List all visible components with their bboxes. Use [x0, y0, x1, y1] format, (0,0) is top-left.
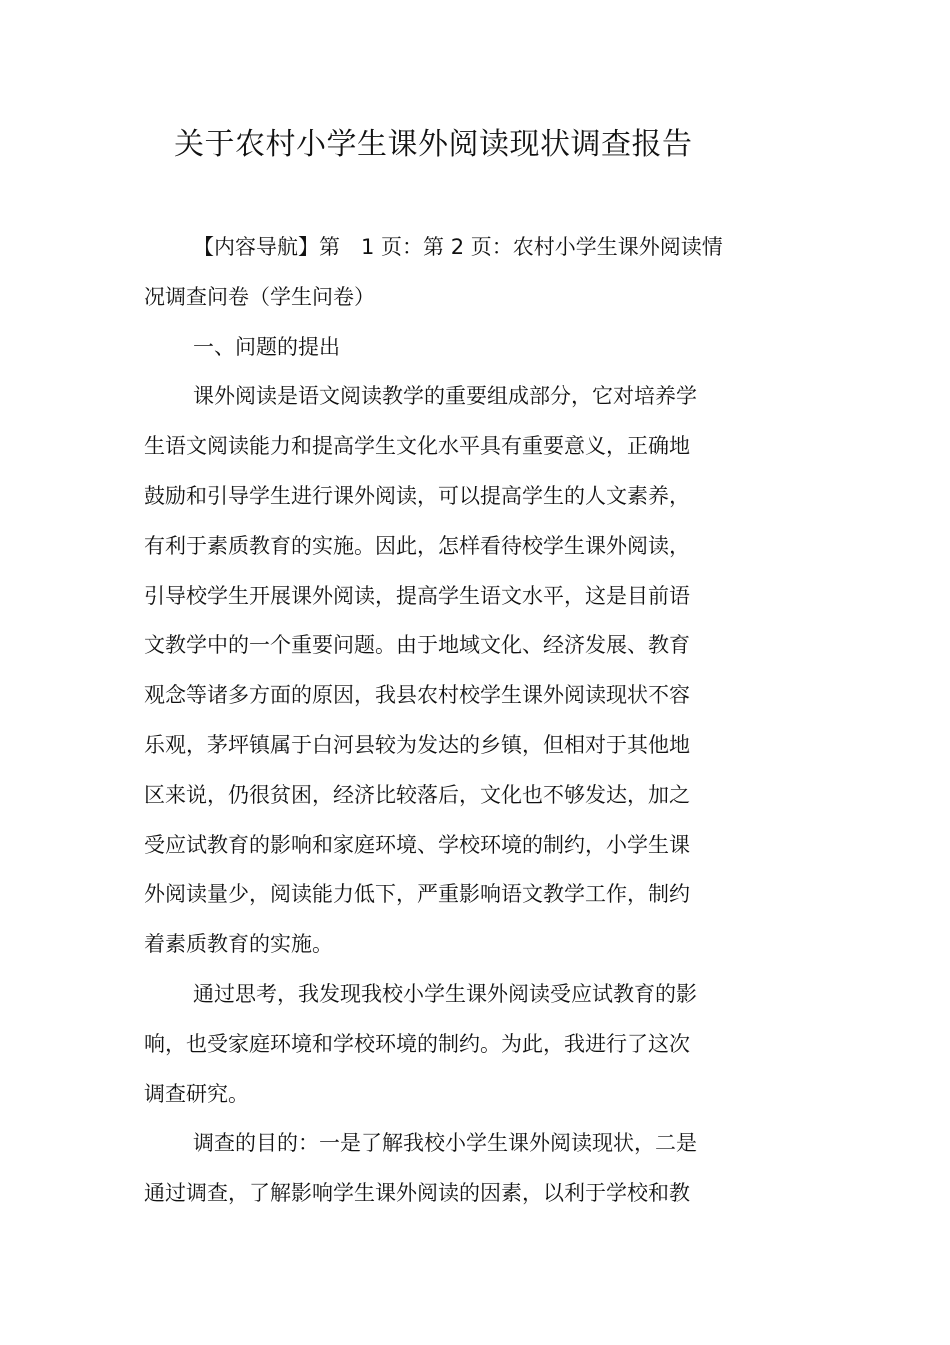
- document-title: 关于农村小学生课外阅读现状调查报告: [174, 127, 693, 162]
- paragraph-line: 文教学中的一个重要问题。由于地域文化、经济发展、教育: [144, 633, 690, 658]
- paragraph-line: 观念等诸多方面的原因，我县农村校学生课外阅读现状不容: [144, 683, 690, 708]
- paragraph-line: 乐观，茅坪镇属于白河县较为发达的乡镇，但相对于其他地: [144, 732, 690, 757]
- paragraph-line: 课外阅读是语文阅读教学的重要组成部分，它对培养学: [193, 384, 697, 409]
- paragraph-line: 调查的目的：一是了解我校小学生课外阅读现状，二是: [193, 1131, 697, 1156]
- paragraph-line: 响，也受家庭环境和学校环境的制约。为此，我进行了这次: [144, 1031, 690, 1056]
- nav-line-2: 况调查问卷（学生问卷）: [144, 284, 375, 309]
- paragraph-line: 外阅读量少，阅读能力低下，严重影响语文教学工作，制约: [144, 882, 690, 907]
- paragraph-line: 引导校学生开展课外阅读，提高学生语文水平，这是目前语: [144, 583, 690, 608]
- paragraph-line: 通过调查，了解影响学生课外阅读的因素，以利于学校和教: [144, 1181, 690, 1206]
- paragraph-line: 区来说，仍很贫困，经济比较落后，文化也不够发达，加之: [144, 782, 690, 807]
- paragraph-line: 生语文阅读能力和提高学生文化水平具有重要意义，正确地: [144, 434, 690, 459]
- paragraph-line: 受应试教育的影响和家庭环境、学校环境的制约，小学生课: [144, 832, 690, 857]
- paragraph-line: 鼓励和引导学生进行课外阅读，可以提高学生的人文素养，: [144, 483, 690, 508]
- paragraph-line: 调查研究。: [144, 1081, 249, 1106]
- paragraph-line: 着素质教育的实施。: [144, 932, 333, 957]
- document-body: [144, 223, 770, 1219]
- section-heading: 一、问题的提出: [193, 334, 340, 359]
- nav-line-1: 【内容导航】第 1 页：第 2 页：农村小学生课外阅读情: [193, 235, 723, 259]
- paragraph-line: 通过思考，我发现我校小学生课外阅读受应试教育的影: [193, 981, 697, 1006]
- paragraph-line: 有利于素质教育的实施。因此，怎样看待校学生课外阅读，: [144, 533, 690, 558]
